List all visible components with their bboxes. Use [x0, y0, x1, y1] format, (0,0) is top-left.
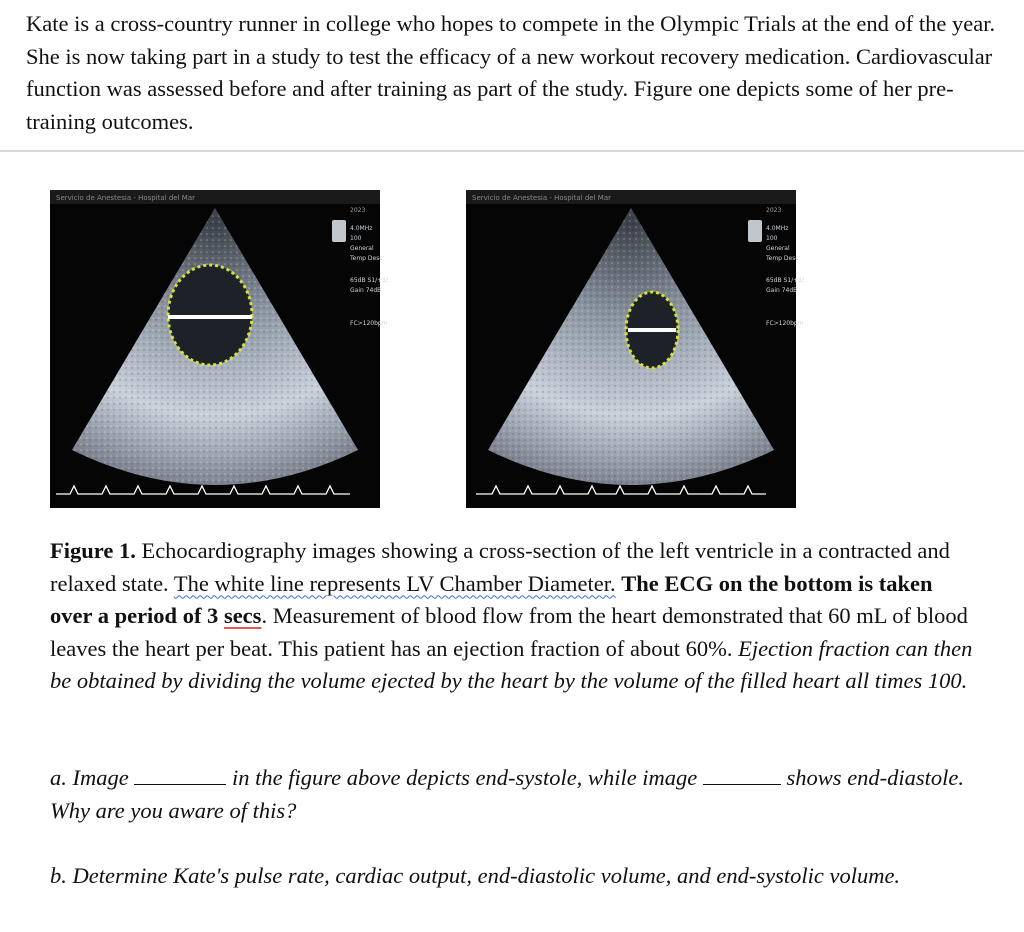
annot-b-4: 65dB S1/+1/	[766, 277, 804, 284]
svg-text:2023: 2023	[350, 207, 366, 214]
annot-b-2: General	[766, 245, 790, 252]
caption-text-1: Echocardiography images showing a cross-section of the left ventricle in a contracted and relaxed state.	[50, 538, 950, 596]
echo-image-a	[50, 190, 388, 508]
echo-header-a: Servicio de Anestesia - Hospital del Mar	[56, 194, 195, 202]
question-a	[50, 762, 1000, 827]
caption-label: Figure 1.	[50, 538, 136, 563]
annot-b-6: FC>120bpm	[766, 320, 804, 327]
annot-a-2: General	[350, 245, 374, 252]
annot-b-1: 100	[766, 235, 778, 242]
question-a-part2: in the figure above depicts end-systole, while image	[226, 765, 703, 790]
caption-bold-secs: secs	[223, 603, 262, 629]
echo-header-b: Servicio de Anestesia - Hospital del Mar	[472, 194, 611, 202]
annot-a-0: 4.0MHz	[350, 225, 373, 232]
answer-blank-1[interactable]	[134, 764, 226, 785]
annot-b-3: Temp Desc.	[766, 255, 801, 262]
annot-b-0: 4.0MHz	[766, 225, 789, 232]
caption-ejection-fraction: Ejection fraction can then be obtained by dividing the volume ejected by the heart by the volume of the filled heart all times 100.	[50, 635, 973, 694]
caption-bold-ecg: The ECG on the bottom is taken over a period of 3	[50, 570, 933, 629]
answer-blank-2[interactable]	[703, 764, 781, 785]
caption-lv-diameter: The white line represents LV Chamber Diameter.	[173, 570, 616, 596]
annot-a-1: 100	[350, 235, 362, 242]
annot-b-5: Gain 74dB	[766, 287, 798, 294]
divider	[0, 150, 1024, 152]
annot-a-6: FC>120bpm	[350, 320, 388, 327]
figure-caption	[50, 535, 980, 698]
question-b: b. Determine Kate's pulse rate, cardiac output, end-diastolic volume, and end-systolic volume.	[50, 863, 901, 888]
annot-a-5: Gain 74dB	[350, 287, 382, 294]
echo-image-b	[466, 190, 804, 508]
caption-text-2: . Measurement of blood flow from the heart demonstrated that 60 mL of blood leaves the heart per beat. This patient has an ejection fraction of about 60%.	[50, 603, 968, 661]
svg-text:2023: 2023	[766, 207, 782, 214]
question-a-part3: shows end-diastole. Why are you aware of this?	[50, 765, 965, 823]
annot-a-3: Temp Desc.	[350, 255, 385, 262]
question-a-part1: a. Image	[50, 765, 135, 790]
annot-a-4: 65dB S1/+1/	[350, 277, 388, 284]
intro-paragraph: Kate is a cross-country runner in college who hopes to compete in the Olympic Trials at the end of the year. She is now taking part in a study to test the efficacy of a new workout recovery medication. Cardiovascular function was assessed before and after training as part of the study. Figure one depicts some of her pre-training outcomes.	[26, 11, 996, 134]
